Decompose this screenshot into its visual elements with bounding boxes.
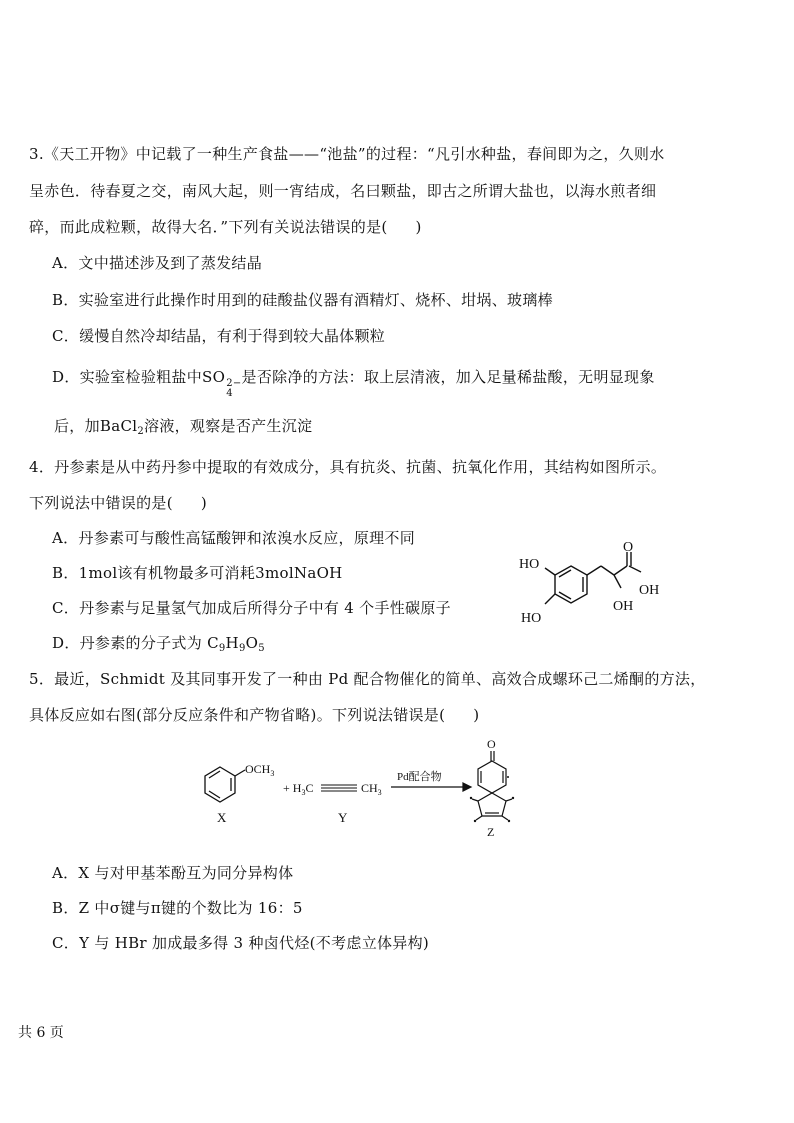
danshensu-structure xyxy=(515,538,675,630)
q5-answer-paren: ) xyxy=(473,706,480,724)
ho-bottom-label: HO xyxy=(521,611,542,626)
q3-answer-paren: ) xyxy=(415,218,422,236)
formula-o: O xyxy=(245,634,259,652)
label-x: X xyxy=(217,810,227,825)
q3-option-d-line2-pre: 后，加BaCl xyxy=(54,417,138,435)
carbonyl-o-label: O xyxy=(623,540,634,555)
q4-option-a: A．丹参素可与酸性高锰酸钾和浓溴水反应，原理不同 xyxy=(52,529,416,547)
q3-option-c: C．缓慢自然冷却结晶，有利于得到较大晶体颗粒 xyxy=(52,327,386,345)
sulfate-superscript: 2− xyxy=(226,378,242,389)
q5-stem-text: 具体反应如右图(部分反应条件和产物省略)。下列说法错误是( xyxy=(29,706,446,724)
q3-stem-text: 碎，而此成粒颗，故得大名．”下列有关说法错误的是( xyxy=(29,218,388,236)
reaction-scheme xyxy=(195,735,525,840)
q5-option-c: C．Y 与 HBr 加成最多得 3 种卤代烃(不考虑立体异构) xyxy=(52,934,430,952)
q4-stem-line-2 xyxy=(29,492,207,513)
q4-option-c: C．丹参素与足量氢气加成后所得分子中有 4 个手性碳原子 xyxy=(52,599,451,617)
q5-option-b: B．Z 中σ键与π键的个数比为 16：5 xyxy=(52,899,303,917)
q3-stem-line-2: 呈赤色．待春夏之交，南风大起，则一宵结成，名曰颗盐，即古之所谓大盐也，以海水煎者细 xyxy=(29,182,657,200)
z-carbonyl-o: O xyxy=(487,737,496,751)
q3-option-d-line-2 xyxy=(54,415,312,437)
q3-stem-line-3 xyxy=(29,216,422,237)
q4-option-d-text: D．丹参素的分子式为 C xyxy=(52,634,219,652)
h3c-label: + $H_3C$ xyxy=(283,781,314,797)
formula-sub-h: 9 xyxy=(238,643,246,654)
ho-top-label: HO xyxy=(519,557,540,572)
label-z: Z xyxy=(487,825,495,839)
q4-stem-line-1: 4．丹参素是从中药丹参中提取的有效成分，具有抗炎、抗菌、抗氧化作用，其结构如图所示。 xyxy=(29,458,667,476)
formula-sub-c: 9 xyxy=(218,643,226,654)
q3-option-d xyxy=(52,366,655,399)
formula-h: H xyxy=(225,634,239,652)
page-footer: 共 6 页 xyxy=(18,1025,64,1041)
q4-option-b: B．1mol该有机物最多可消耗3molNaOH xyxy=(52,564,343,582)
q3-option-d-text: D．实验室检验粗盐中SO xyxy=(52,368,226,386)
q5-stem-line-2 xyxy=(29,704,479,725)
q5-option-a: A．X 与对甲基苯酚互为同分异构体 xyxy=(52,864,294,882)
bacl2-subscript: 2 xyxy=(137,426,145,437)
q3-option-d-text-2: 是否除净的方法：取上层清液，加入足量稀盐酸，无明显现象 xyxy=(241,368,655,386)
acid-oh-label: OH xyxy=(639,583,660,598)
formula-sub-o: 5 xyxy=(258,643,265,654)
q3-option-b: B．实验室进行此操作时用到的硅酸盐仪器有酒精灯、烧杯、坩埚、玻璃棒 xyxy=(52,291,553,309)
q3-option-d-line2-post: 溶液，观察是否产生沉淀 xyxy=(144,417,313,435)
q5-stem-line-1: 5．最近，Schmidt 及其同事开发了一种由 Pd 配合物催化的简单、高效合成螺环己二烯酮的方法， xyxy=(29,670,706,688)
och3-label: $OCH_3$ xyxy=(245,762,275,778)
sulfate-charge xyxy=(226,379,241,399)
sulfate-subscript: 4 xyxy=(226,388,233,399)
q4-stem-text: 下列说法中错误的是( xyxy=(29,494,173,512)
ch3-label: $CH_3$ xyxy=(361,781,382,797)
label-y: Y xyxy=(338,810,348,825)
q3-stem-line-1: 3.《天工开物》中记载了一种生产食盐——“池盐”的过程：“凡引水种盐，春间即为之，久则水 xyxy=(29,145,665,163)
q3-option-a: A．文中描述涉及到了蒸发结晶 xyxy=(52,254,263,272)
catalyst-label: Pd配合物 xyxy=(397,771,442,783)
q4-answer-paren: ) xyxy=(200,494,208,512)
q4-option-d xyxy=(52,632,265,654)
alpha-oh-label: OH xyxy=(613,599,634,614)
